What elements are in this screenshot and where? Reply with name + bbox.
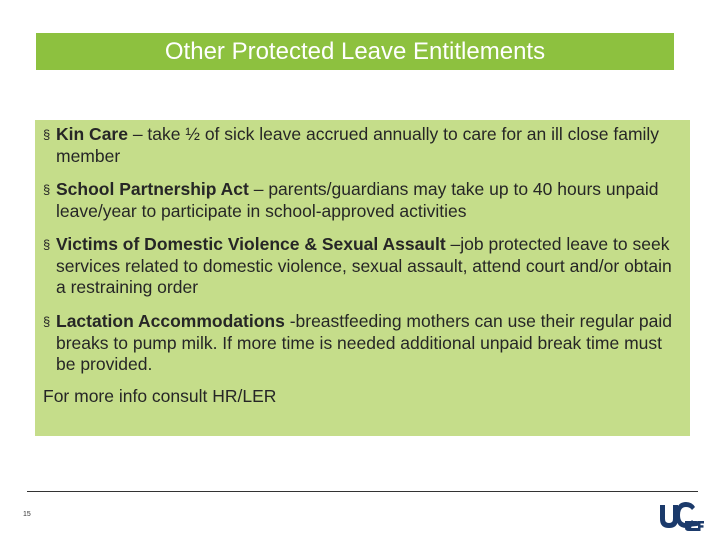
bullet-kin-care (43, 124, 683, 167)
ucsf-logo (658, 502, 704, 532)
bullet-text: -breastfeeding mothers can use their regular paid breaks to pump milk. If more time is needed additional unpaid break time must be provided. (56, 311, 672, 374)
bullet-domestic-violence (43, 234, 683, 299)
bullet-marker: § (43, 127, 51, 142)
slide-title: Other Protected Leave Entitlements (36, 33, 674, 70)
bullet-school-partnership-act (43, 179, 683, 222)
bullet-text: – take ½ of sick leave accrued annually to care for an ill close family member (56, 124, 660, 166)
bullet-marker: § (43, 314, 51, 329)
bullet-term: Lactation Accommodations (56, 311, 285, 331)
page-number: 15 (23, 511, 31, 518)
bullet-term: Victims of Domestic Violence & Sexual Assault (56, 234, 446, 254)
more-info-note: For more info consult HR/LER (43, 386, 277, 406)
bullet-marker: § (43, 182, 51, 197)
bullet-lactation-accommodations (43, 311, 683, 376)
bullet-term: School Partnership Act (56, 179, 249, 199)
bullet-text: –job protected leave to seek services related to domestic violence, sexual assault, attend court and/or obtain a restraining order (56, 234, 672, 297)
bullet-text: – parents/guardians may take up to 40 hours unpaid leave/year to participate in school-approved activities (56, 179, 659, 221)
bullet-marker: § (43, 237, 51, 252)
bullet-term: Kin Care (56, 124, 128, 144)
content-panel (35, 120, 690, 436)
footer-divider (27, 491, 698, 492)
